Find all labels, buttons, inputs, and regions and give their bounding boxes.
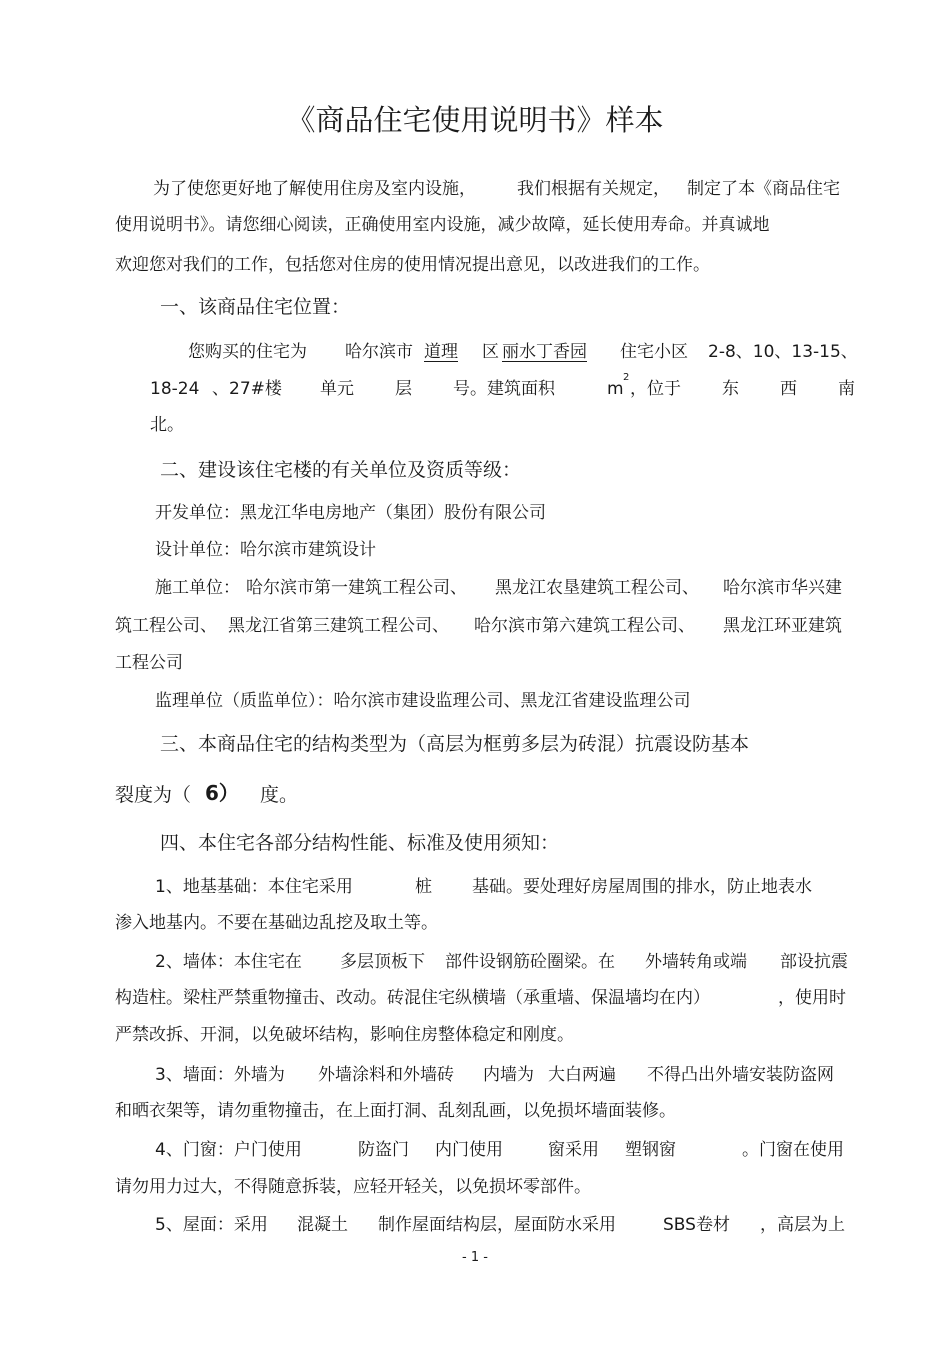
- body-text: ，位于: [630, 379, 681, 399]
- body-text: 18-24: [150, 379, 200, 399]
- body-text: 工程公司: [115, 653, 183, 673]
- body-text: 哈尔滨市第一建筑工程公司、: [246, 578, 467, 598]
- body-text: 基础。要处理好房屋周围的排水，防止地表水: [472, 877, 812, 897]
- body-text: 制作屋面结构层，屋面防水采用: [378, 1215, 616, 1235]
- filled-district: 道理: [424, 342, 458, 362]
- body-text: 防盗门: [358, 1140, 409, 1160]
- body-text: 层: [395, 379, 412, 399]
- intro-text: 使用说明书》。请您细心阅读，正确使用室内设施，减少故障，延长使用寿命。并真诚地: [115, 215, 770, 235]
- section-heading-1: 一、该商品住宅位置：: [160, 296, 351, 318]
- intro-text: 制定了本《商品住宅: [687, 179, 840, 199]
- body-text: 混凝土: [297, 1215, 348, 1235]
- body-text: 开发单位：黑龙江华电房地产（集团）股份有限公司: [155, 503, 546, 523]
- section-heading-4: 四、本住宅各部分结构性能、标准及使用须知：: [160, 832, 560, 854]
- intro-text: 为了使您更好地了解使用住房及室内设施，: [153, 179, 476, 199]
- body-text: 施工单位：: [155, 578, 240, 598]
- superscript: 2: [623, 372, 630, 383]
- body-text: 4、门窗：户门使用: [155, 1140, 302, 1160]
- body-text: 多层顶板下: [340, 952, 425, 972]
- body-text: 西: [780, 379, 797, 399]
- body-text: 不得凸出外墙安装防盗网: [647, 1065, 834, 1085]
- body-text: 单元: [320, 379, 354, 399]
- body-text: 、27#楼: [212, 379, 282, 399]
- body-text: 。门窗在使用: [742, 1140, 844, 1160]
- body-text: 3、墙面：外墙为: [155, 1065, 285, 1085]
- body-text: 构造柱。梁柱严禁重物撞击、改动。砖混住宅纵横墙（承重墙、保温墙均在内）: [115, 988, 710, 1008]
- body-text: 筑工程公司、: [115, 616, 217, 636]
- body-text: 1、地基基础：本住宅采用: [155, 877, 353, 897]
- body-text: 严禁改拆、开洞，以免破坏结构，影响住房整体稳定和刚度。: [115, 1025, 574, 1045]
- section-heading-2: 二、建设该住宅楼的有关单位及资质等级：: [160, 459, 522, 481]
- body-text: 度。: [260, 784, 299, 806]
- body-text: 桩: [415, 877, 432, 897]
- body-text: 黑龙江农垦建筑工程公司、: [495, 578, 699, 598]
- body-text: 2、墙体：本住宅在: [155, 952, 302, 972]
- body-text: 区: [482, 342, 499, 362]
- body-text: 哈尔滨市: [345, 342, 413, 362]
- body-text: 外墙转角或端: [645, 952, 747, 972]
- body-text: 北。: [150, 415, 184, 435]
- body-text: 塑钢窗: [625, 1140, 676, 1160]
- body-text: 号。建筑面积: [453, 379, 555, 399]
- body-text: ，高层为上: [760, 1215, 845, 1235]
- section-heading-3: 三、本商品住宅的结构类型为（高层为框剪多层为砖混）抗震设防基本: [160, 733, 750, 755]
- intro-text: 我们根据有关规定，: [517, 179, 670, 199]
- body-text: 住宅小区: [620, 342, 688, 362]
- body-text: 内门使用: [435, 1140, 503, 1160]
- body-text: 监理单位（质监单位）：哈尔滨市建设监理公司、黑龙江省建设监理公司: [155, 691, 691, 711]
- body-text: 哈尔滨市华兴建: [723, 578, 842, 598]
- body-text: 设计单位：哈尔滨市建筑设计: [155, 540, 376, 560]
- body-text: 渗入地基内。不要在基础边乱挖及取土等。: [115, 913, 438, 933]
- body-text: 5、屋面：采用: [155, 1215, 268, 1235]
- page-number: - 1 -: [462, 1250, 488, 1265]
- body-text: SBS卷材: [663, 1215, 730, 1235]
- document-title: 《商品住宅使用说明书》样本: [286, 103, 664, 137]
- body-text: m: [607, 379, 624, 399]
- body-text: 黑龙江环亚建筑: [723, 616, 842, 636]
- body-text: 大白两遍: [548, 1065, 616, 1085]
- body-text: 请勿用力过大，不得随意拆装，应轻开轻关，以免损坏零部件。: [115, 1177, 591, 1197]
- body-text: 窗采用: [548, 1140, 599, 1160]
- body-text: 您购买的住宅为: [188, 342, 307, 362]
- body-text: 部设抗震: [780, 952, 848, 972]
- body-text: 2-8、10、13-15、: [708, 342, 858, 362]
- body-text: 外墙涂料和外墙砖: [318, 1065, 454, 1085]
- body-text: 内墙为: [483, 1065, 534, 1085]
- body-text: 部件设钢筋砼圈梁。在: [445, 952, 615, 972]
- seismic-degree: 6）: [205, 781, 239, 805]
- body-text: 和晒衣架等，请勿重物撞击，在上面打洞、乱刻乱画，以免损坏墙面装修。: [115, 1101, 676, 1121]
- body-text: 东: [722, 379, 739, 399]
- body-text: 南: [838, 379, 855, 399]
- body-text: 黑龙江省第三建筑工程公司、: [228, 616, 449, 636]
- body-text: 哈尔滨市第六建筑工程公司、: [474, 616, 695, 636]
- intro-text: 欢迎您对我们的工作，包括您对住房的使用情况提出意见，以改进我们的工作。: [115, 255, 710, 275]
- body-text: 裂度为（: [115, 784, 192, 806]
- filled-community: 丽水丁香园: [502, 342, 587, 362]
- body-text: ，使用时: [778, 988, 846, 1008]
